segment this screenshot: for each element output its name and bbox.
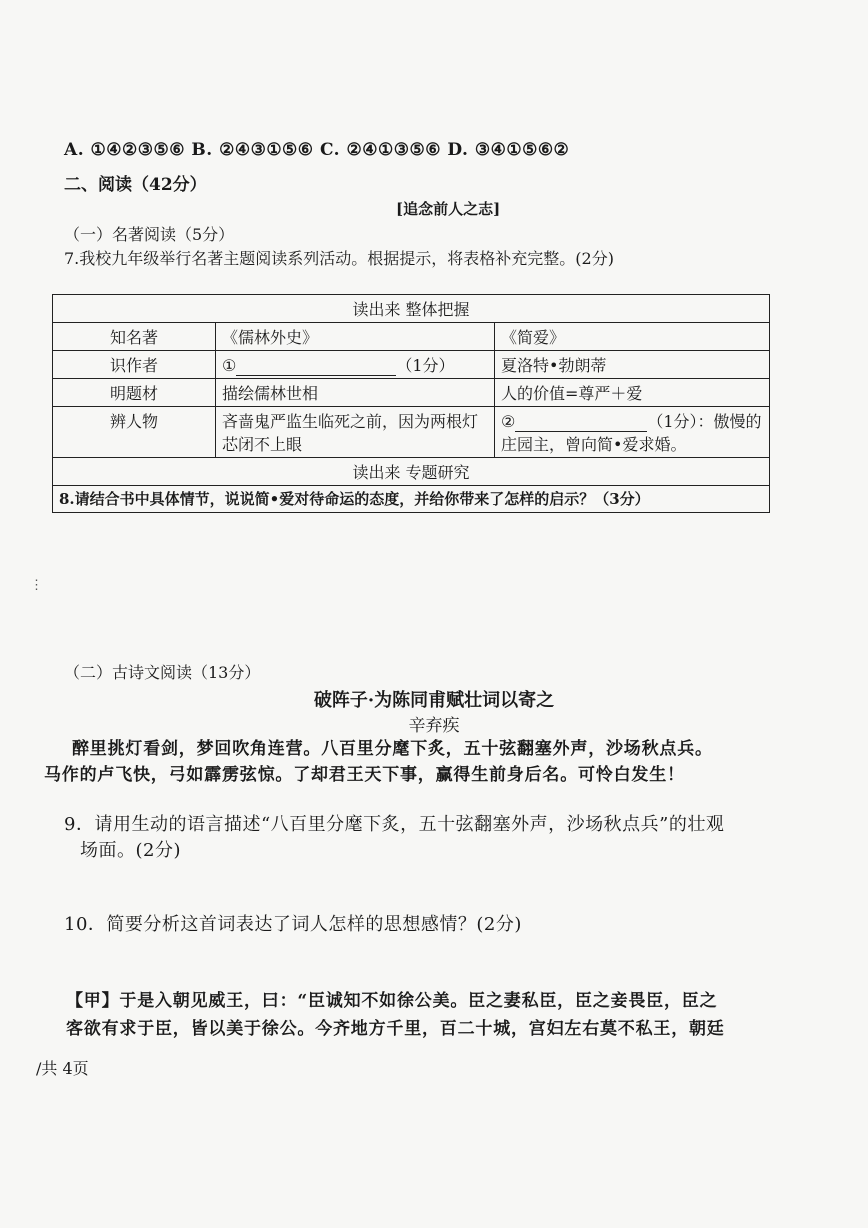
- cell: 夏洛特•勃朗蒂: [495, 351, 770, 379]
- poem-line-2: 马作的卢飞快，弓如霹雳弦惊。了却君王天下事，赢得生前身后名。可怜白发生！: [44, 765, 685, 785]
- row-label: 明题材: [53, 379, 216, 407]
- blank-score-1: （1分）: [396, 356, 455, 375]
- question-9-line-2: 场面。(2分): [80, 840, 181, 861]
- poem-title: 破阵子·为陈同甫赋壮词以寄之: [313, 690, 555, 711]
- table-row: [53, 323, 770, 351]
- question-7: 7.我校九年级举行名著主题阅读系列活动。根据提示，将表格补充完整。(2分): [64, 249, 614, 268]
- cell: 描绘儒林世相: [216, 379, 495, 407]
- row-label: 知名著: [53, 323, 216, 351]
- question-10: 10．简要分析这首词表达了词人怎样的思想感情？(2分): [64, 914, 522, 935]
- blank-cell-1: [216, 351, 495, 379]
- table-row: [53, 407, 770, 458]
- subsection-title-2: （二）古诗文阅读（13分）: [64, 663, 261, 682]
- page-footer: /共 4页: [36, 1059, 89, 1078]
- answer-options: A. ①④②③⑤⑥ B. ②④③①⑤⑥ C. ②④①③⑤⑥ D. ③④①⑤⑥②: [64, 140, 570, 160]
- table-header-2: 读出来 专题研究: [53, 458, 770, 486]
- cell: 人的价值=尊严＋爱: [495, 379, 770, 407]
- classical-text-line-1: 【甲】于是入朝见威王，曰：“臣诚知不如徐公美。臣之妻私臣，臣之妾畏臣，臣之: [66, 991, 718, 1011]
- blank-number-2: ②: [501, 412, 516, 431]
- answer-blank-1[interactable]: [236, 359, 396, 376]
- margin-mark: ⋮: [30, 578, 43, 593]
- classical-text-line-2: 客欲有求于臣，皆以美于徐公。今齐地方千里，百二十城，宫妇左右莫不私王，朝廷: [66, 1019, 725, 1039]
- blank-cell-2: [495, 407, 770, 458]
- poem-author: 辛弃疾: [408, 716, 460, 736]
- subsection-title-1: （一）名著阅读（5分）: [64, 225, 235, 244]
- row-label: 辨人物: [53, 407, 216, 458]
- poem-line-1: 醉里挑灯看剑，梦回吹角连营。八百里分麾下炙，五十弦翻塞外声，沙场秋点兵。: [72, 739, 713, 759]
- section-title: 二、阅读（42分）: [64, 175, 207, 195]
- table-header-1: 读出来 整体把握: [53, 295, 770, 323]
- answer-blank-2[interactable]: [515, 415, 647, 432]
- reading-table: [52, 294, 770, 513]
- question-8: 8.请结合书中具体情节，说说简•爱对待命运的态度，并给你带来了怎样的启示？（3分）: [53, 486, 770, 513]
- table-row: [53, 379, 770, 407]
- row-label: 识作者: [53, 351, 216, 379]
- question-9-line-1: 9．请用生动的语言描述“八百里分麾下炙，五十弦翻塞外声，沙场秋点兵”的壮观: [64, 814, 725, 835]
- table-row: [53, 351, 770, 379]
- theme-label: [追念前人之志]: [396, 200, 501, 218]
- blank-score-2: （1分）：傲慢的庄园主，曾向简•爱求婚。: [501, 412, 762, 454]
- cell: 《儒林外史》: [216, 323, 495, 351]
- cell: 《简爱》: [495, 323, 770, 351]
- cell: 吝啬鬼严监生临死之前，因为两根灯芯闭不上眼: [216, 407, 495, 458]
- blank-number-1: ①: [222, 356, 237, 375]
